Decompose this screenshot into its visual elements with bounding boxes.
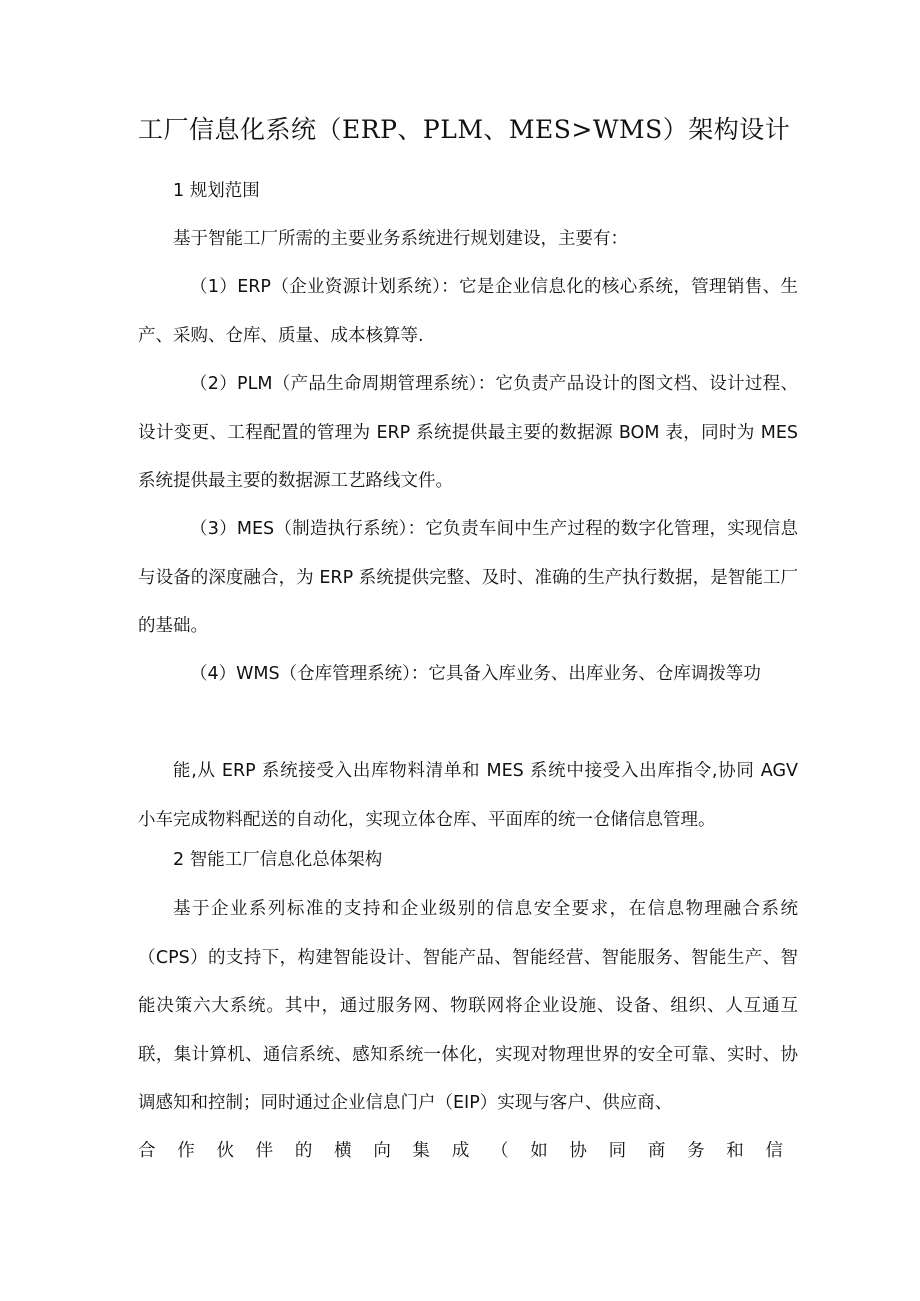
char: 合	[138, 1141, 156, 1161]
item-wms-part1: （4）WMS（仓库管理系统）：它具备入库业务、出库业务、仓库调拨等功	[190, 664, 761, 684]
item-wms-part2: 能,从 ERP 系统接受入出库物料清单和 MES 系统中接受入出库指令,协同 AGV 小车完成物料配送的自动化，实现立体仓库、平面库的统一仓储信息管理。	[138, 761, 798, 830]
document-title: 工厂信息化系统（ERP、PLM、MES>WMS）架构设计	[138, 115, 791, 144]
char: 向	[373, 1141, 391, 1161]
section-2-last-line	[138, 1127, 783, 1176]
char: 协	[569, 1141, 587, 1161]
char: 如	[530, 1141, 548, 1161]
item-mes: （3）MES（制造执行系统）：它负责车间中生产过程的数字化管理，实现信息与设备的深度融合，为 ERP 系统提供完整、及时、准确的生产执行数据，是智能工厂的基础。	[138, 519, 798, 636]
char: 伙	[216, 1141, 234, 1161]
char: 同	[608, 1141, 627, 1161]
char: 务	[687, 1141, 705, 1161]
char: 作	[177, 1141, 195, 1161]
section-1-intro: 基于智能工厂所需的主要业务系统进行规划建设，主要有：	[173, 229, 628, 249]
char: 信	[765, 1141, 783, 1161]
section-2-heading: 2 智能工厂信息化总体架构	[173, 850, 383, 870]
item-plm: （2）PLM（产品生命周期管理系统）：它负责产品设计的图文档、设计过程、设计变更、工程配置的管理为 ERP 系统提供最主要的数据源 BOM 表，同时为 MES 系统提供最主要的数据源工艺路线文件。	[138, 374, 798, 491]
char: 和	[726, 1141, 744, 1161]
char: 伴	[255, 1141, 274, 1161]
char: 成	[451, 1141, 470, 1161]
char: 集	[412, 1141, 431, 1161]
item-erp: （1）ERP（企业资源计划系统）：它是企业信息化的核心系统，管理销售、生产、采购、仓库、质量、成本核算等.	[138, 277, 798, 346]
char: （	[490, 1141, 509, 1161]
section-1-heading: 1 规划范围	[173, 181, 260, 201]
section-2-body: 基于企业系列标准的支持和企业级别的信息安全要求，在信息物理融合系统（CPS）的支持下，构建智能设计、智能产品、智能经营、智能服务、智能生产、智能决策六大系统。其中，通过服务网、物联网将企业设施、设备、组织、人互通互联，集计算机、通信系统、感知系统一体化，实现对物理世界的安全可靠、实时、协调感知和控制；同时通过企业信息门户（EIP）实现与客户、供应商、	[138, 899, 798, 1113]
char: 的	[294, 1141, 313, 1161]
char: 商	[647, 1141, 666, 1161]
char: 横	[334, 1141, 352, 1161]
